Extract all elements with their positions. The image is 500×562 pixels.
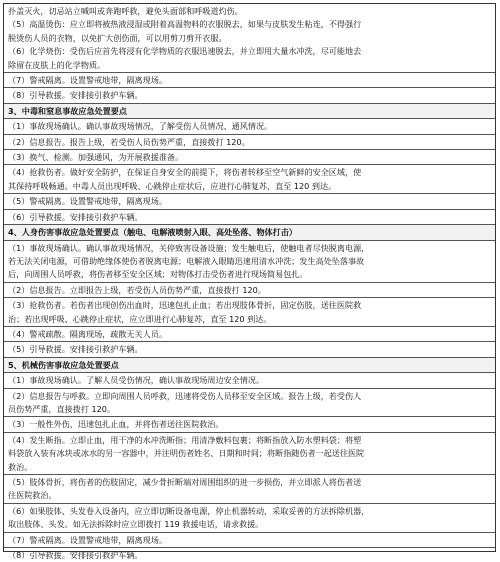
row-text: 往医院救治。 — [8, 490, 57, 501]
table-row — [4, 88, 495, 103]
table-row — [4, 504, 495, 533]
row-text: 治；若出现呼吸、心跳停止症状，应立即进行心肺复苏，直至 120 到达。 — [8, 313, 272, 324]
row-text: （1）事故现场确认。确认事故现场情况，了解受伤人员情况、通风情况。 — [8, 121, 273, 132]
section-title: 4、人身伤害事故应急处置要点（触电、电解液喷射入眼、高处坠落、物体打击） — [8, 227, 297, 238]
row-text: （6）如果肢体、头发卷入设备内，应立即切断设备电源，停止机器转动，采取妥善的方法拆除机器， — [8, 505, 370, 516]
section-title: 3、中毒和窒息事故应急处置要点 — [8, 105, 127, 116]
row-text: （5）警戒隔离。设置警戒地带，隔离现场。 — [8, 196, 167, 207]
table-row — [4, 433, 495, 475]
table-row — [4, 533, 495, 548]
row-text: （1）事故现场确认。了解人员受伤情况，确认事故现场周边安全情况。 — [8, 375, 265, 386]
table-row — [4, 298, 495, 327]
table-row — [4, 210, 495, 225]
row-text: 后，向周围人员呼救，将伤者移至安全区域；对物体打击受伤者进行现场简易包扎。 — [8, 269, 308, 280]
section-title: 5、机械伤害事故应急处置要点 — [8, 359, 119, 370]
row-text: （2）信息报告。报告上级，若受伤人员伤势严重，直接拨打 120。 — [8, 136, 250, 147]
row-text: （7）警戒隔离。设置警戒地带，隔离现场。 — [8, 75, 167, 86]
row-text: （3）换气、检测。加强通风，为开展救援准备。 — [8, 152, 184, 163]
row-text: （8）引导救援。安排接引救护车辆。 — [8, 550, 143, 561]
table-row — [4, 135, 495, 150]
row-text: 其保持呼吸畅通。中毒人员出现呼吸、心跳停止症状后，应进行心肺复苏，直至 120 到达。 — [8, 180, 337, 191]
row-text: （5）肢体骨折，将伤者的伤肢固定，减少骨折断端对周围组织的进一步损伤，并立即派人将伤者送 — [8, 477, 362, 487]
table-row — [4, 475, 495, 504]
row-text: （7）警戒隔离。设置警戒地带，隔离现场。 — [8, 534, 167, 545]
row-text: 若无法关闭电源，可借助绝缘体使伤者脱离电源；电解液入眼睛迅速用清水冲洗；发生高处坠落事故 — [8, 255, 365, 266]
table-row — [4, 283, 495, 298]
row-text: （1）事故现场确认。确认事故现场情况，关停致害设备设施；发生触电后，使触电者尽快脱离电源， — [8, 242, 370, 253]
table-row — [4, 342, 495, 357]
row-text: 除留在皮肤上的化学物质。 — [8, 59, 106, 70]
table-row — [4, 165, 495, 194]
row-text: （2）信息报告。立即报告上级，若受伤人员伤势严重，直接拨打 120。 — [8, 284, 266, 295]
row-text: 救治。 — [8, 461, 33, 472]
row-text: （3）一般性外伤，迅速包扎止血，并将伤者送往医院救治。 — [8, 419, 224, 430]
row-text: 取出肢体、头发。如无法拆除时应立即拨打 119 救援电话，请求救援。 — [8, 519, 264, 530]
procedure-table — [3, 3, 496, 561]
section-header — [4, 104, 495, 119]
table-row — [4, 150, 495, 165]
table-row — [4, 389, 495, 418]
table-row — [4, 373, 495, 388]
row-text: （3）抢救伤者。若伤者出现创伤出血时，迅速包扎止血；若出现肢体骨折，固定伤肢，送往医院救 — [8, 300, 362, 311]
section-header — [4, 225, 495, 240]
table-row — [4, 119, 495, 134]
row-text: 料袋放入装有冰块或冰水的另一容器中，并注明伤者姓名、日期和时间；将断指随伤者一起送往医院 — [8, 448, 365, 459]
row-text: （5）引导救援。安排接引救护车辆。 — [8, 344, 143, 355]
row-text: （6）引导救援。安排接引救护车辆。 — [8, 211, 143, 222]
row-text: （6）化学烧伤：受伤后应首先将浸有化学物质的衣服迅速脱去，并立即用大量水冲洗，尽可能地去 — [8, 46, 362, 57]
row-text: （8）引导救援。安排接引救护车辆。 — [8, 90, 143, 101]
row-text: （4）发生断指。立即止血，用干净的水冲洗断指；用清净敷料包裹；将断指放入防水塑料袋；将塑 — [8, 434, 362, 445]
row-text: （5）高温烫伤：应立即将被热液浸湿或附着高温物料的衣服脱去，如果与皮肤发生粘连，不得强行 — [8, 19, 362, 30]
row-text: 员伤势严重，直接拨打 120。 — [8, 403, 116, 414]
row-text: 脱烫伤人员的衣物，以免扩大创伤面，可以用剪刀剪开衣服。 — [8, 32, 227, 43]
table-row — [4, 194, 495, 209]
table-row — [4, 548, 495, 562]
row-text: （4）警戒疏散。隔离现场，疏散无关人员。 — [8, 328, 167, 339]
row-text: 扑盖灭火，切忌站立喊叫或奔跑呼救，避免头面部和呼吸道灼伤。 — [8, 6, 243, 16]
table-row — [4, 241, 495, 283]
table-row — [4, 327, 495, 342]
table-row — [4, 417, 495, 432]
table-row — [4, 4, 495, 73]
table-row — [4, 73, 495, 88]
row-text: （2）信息报告与呼救。立即向周围人员呼救，迅速将受伤人员移至安全区域。报告上级，若受伤人 — [8, 390, 362, 401]
section-header — [4, 358, 495, 373]
row-text: （4）抢救伤者。做好安全防护，在保证自身安全的前提下，将伤者转移至空气新鲜的安全区域，使 — [8, 167, 362, 178]
